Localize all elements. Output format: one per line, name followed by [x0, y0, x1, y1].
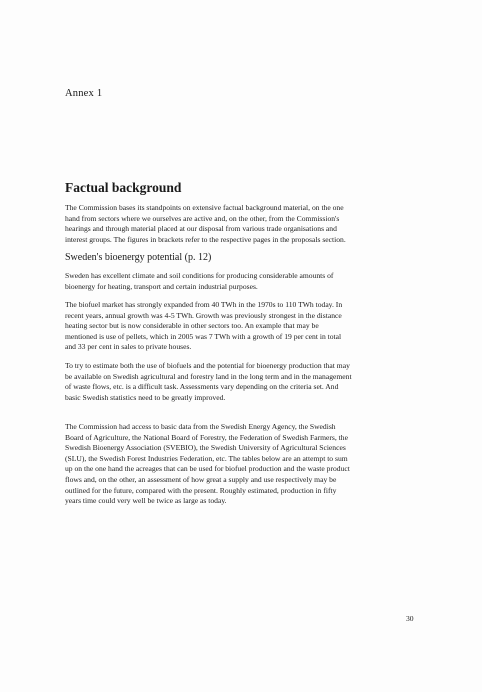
paragraph-text: The Commission had access to basic data from the Swedish Energy Agency, the Swedish Board of Agriculture, the National Board of Forestry, the Federation of Swedish Farmers, the Swedish Bioenergy Association (SVEBIO), the Swedish University of Agricultural Sciences (SLU), the Swedish Forest Industries Federation, etc. The tables below are an attempt to sum up on the one hand the acreages that can be used for biofuel production and the waste product flows and, on the other, an assessment of how great a supply and use respectively may be outlined for the future, compared with the present. Roughly estimated, production in fifty years time could very well be twice as large as today. — [65, 422, 350, 506]
section-heading: Sweden's bioenergy potential (p. 12) — [65, 252, 212, 263]
intro-paragraph — [65, 203, 427, 245]
paragraph-text: To try to estimate both the use of biofuels and the potential for bioenergy production that may be available on Swedish agricultural and forestry land in the long term and in the management of waste flows, etc. is a difficult task. Assessments vary depending on the criteria set. And basic Swedish statistics need to be greatly improved. — [65, 361, 352, 402]
paragraph-2 — [65, 300, 427, 353]
paragraph-text: Sweden has excellent climate and soil conditions for producing considerable amounts of bioenergy for heating, transport and certain industrial purposes. — [65, 271, 334, 291]
intro-text: The Commission bases its standpoints on extensive factual background material, on the one hand from sectors where we ourselves are active and, on the other, from the Commission's hearings and through material placed at our disposal from various trade organisations and interest groups. The figures in brackets refer to the respective pages in the proposals section. — [65, 203, 346, 244]
paragraph-3 — [65, 361, 427, 403]
paragraph-1 — [65, 271, 427, 292]
paragraph-4 — [65, 422, 427, 507]
page-number: 30 — [406, 614, 414, 623]
annex-label: Annex 1 — [65, 88, 103, 99]
page-title: Factual background — [65, 180, 182, 195]
paragraph-text: The biofuel market has strongly expanded from 40 TWh in the 1970s to 110 TWh today. In recent years, annual growth was 4-5 TWh. Growth was previously strongest in the distance heating sector but is now considerable in other sectors too. An example that may be mentioned is use of pellets, which in 2005 was 7 TWh with a growth of 19 per cent in total and 33 per cent in sales to private houses. — [65, 300, 343, 352]
